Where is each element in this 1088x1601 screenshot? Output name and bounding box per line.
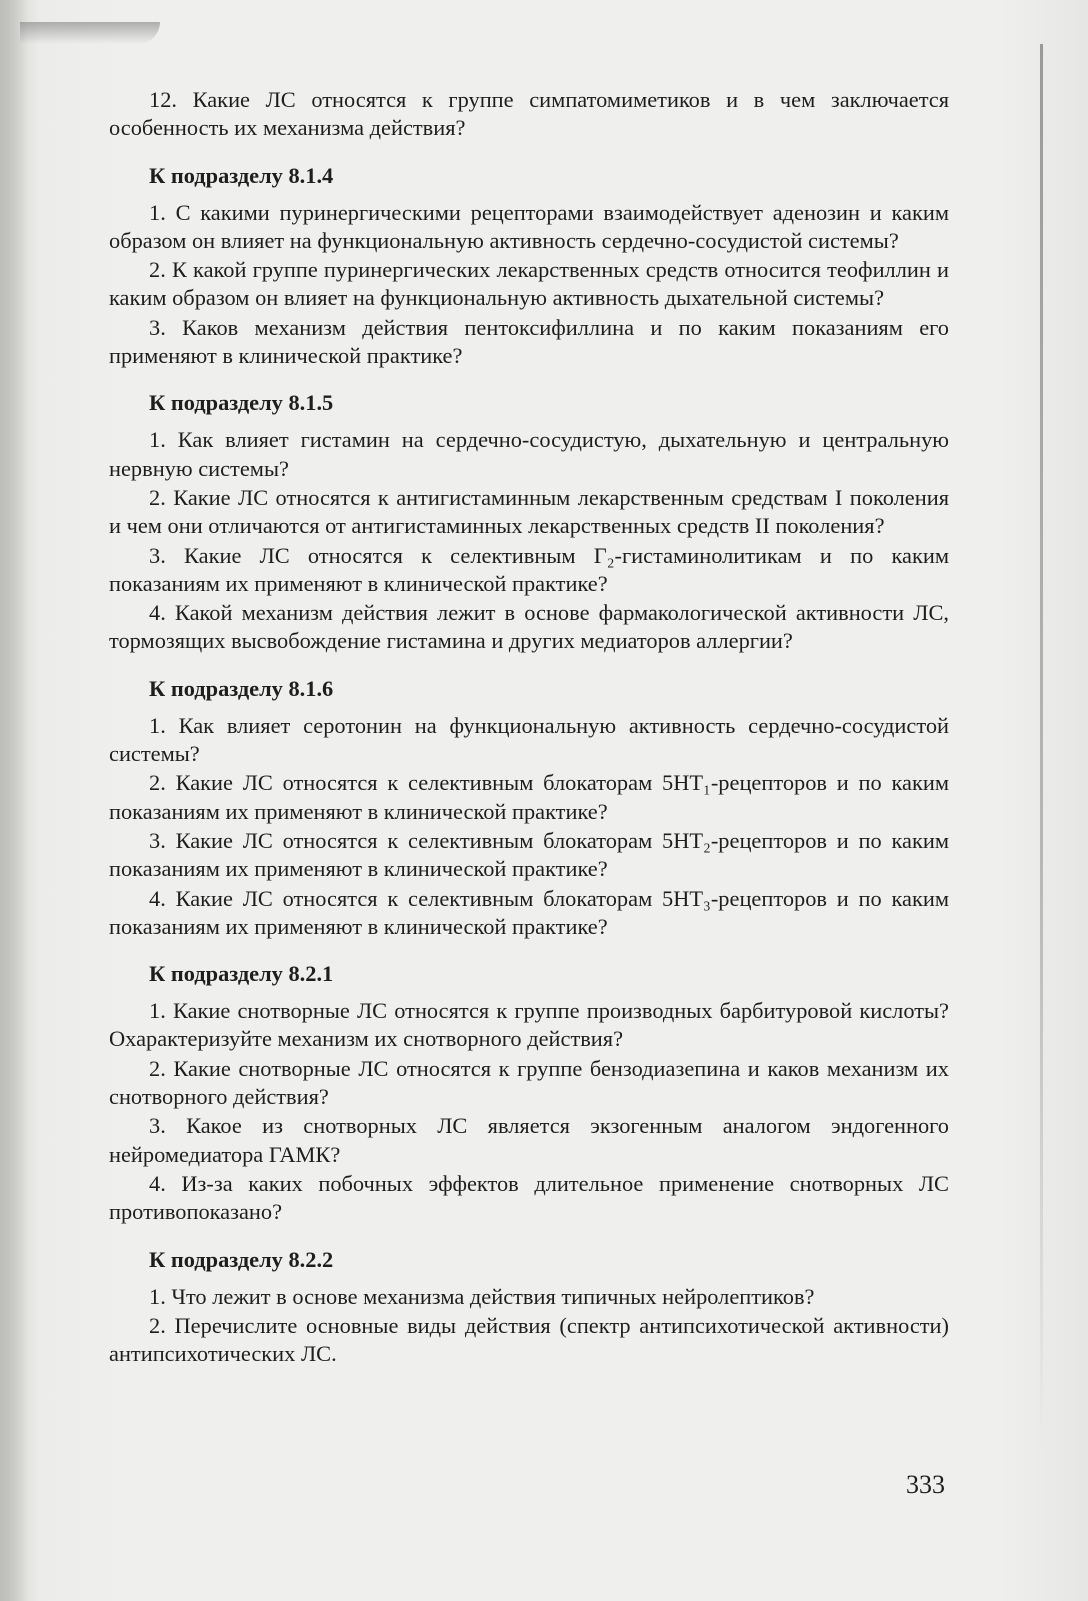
scan-shadow — [20, 22, 160, 44]
question: 3. Какие ЛС относятся к селективным блокаторам 5HT₂-рецепторов и по каким показаниям их применяют в клинической практике? — [109, 827, 949, 882]
section-heading: К подразделу 8.1.4 — [149, 162, 334, 188]
text-body — [109, 86, 949, 1369]
question: 2. Перечислите основные виды действия (спектр антипсихотической активности) антипсихотических ЛС. — [109, 1312, 949, 1367]
question: 1. Какие снотворные ЛС относятся к группе производных барбитуровой кислоты? Охарактеризуйте механизм их снотворного действия? — [109, 998, 949, 1052]
question: 3. Какие ЛС относятся к селективным Г₂-гистаминолитикам и по каким показаниям их применяют в клинической практике? — [109, 542, 949, 596]
section-heading: К подразделу 8.1.6 — [149, 675, 334, 701]
question: 2. Какие снотворные ЛС относятся к группе бензодиазепина и каков механизм их снотворного действия? — [109, 1055, 949, 1110]
question: 2. К какой группе пуринергических лекарственных средств относится теофиллин и каким образом он влияет на функциональную активность дыхательной системы? — [109, 257, 949, 311]
question: 3. Какое из снотворных ЛС является экзогенным аналогом эндогенного нейромедиатора ГАМК? — [109, 1113, 949, 1167]
page-number: 333 — [906, 1470, 945, 1499]
question: 1. Как влияет гистамин на сердечно-сосудистую, дыхательную и центральную нервную системы? — [109, 427, 949, 481]
question: 1. Что лежит в основе механизма действия типичных нейролептиков? — [149, 1283, 815, 1309]
section-heading: К подразделу 8.2.1 — [149, 961, 334, 987]
question: 1. Как влияет серотонин на функциональную активность сердечно-сосудистой системы? — [109, 712, 949, 767]
question: 2. Какие ЛС относятся к антигистаминным лекарственным средствам I поколения и чем они отличаются от антигистаминных лекарственных средств II поколения? — [109, 484, 949, 539]
question: 4. Из-за каких побочных эффектов длительное применение снотворных ЛС противопоказано? — [109, 1170, 949, 1225]
question: 4. Какой механизм действия лежит в основе фармакологической активности ЛС, тормозящих высвобождение гистамина и других медиаторов аллергии? — [109, 600, 949, 654]
section-heading: К подразделу 8.1.5 — [149, 390, 334, 416]
page-edge — [1040, 44, 1043, 1444]
question: 3. Каков механизм действия пентоксифиллина и по каким показаниям его применяют в клинической практике? — [109, 314, 949, 369]
question-fragment: 12. Какие ЛС относятся к группе симпатомиметиков и в чем заключается особенность их механизма действия? — [109, 87, 949, 141]
section-heading: К подразделу 8.2.2 — [149, 1246, 334, 1272]
binding-shadow — [0, 0, 28, 1601]
question: 4. Какие ЛС относятся к селективным блокаторам 5HT₃-рецепторов и по каким показаниям их применяют в клинической практике? — [109, 885, 949, 939]
question: 1. С какими пуринергическими рецепторами взаимодействует аденозин и каким образом он влияет на функциональную активность сердечно-сосудистой системы? — [109, 199, 949, 253]
question: 2. Какие ЛС относятся к селективным блокаторам 5HT₁-рецепторов и по каким показаниям их применяют в клинической практике? — [109, 770, 949, 824]
